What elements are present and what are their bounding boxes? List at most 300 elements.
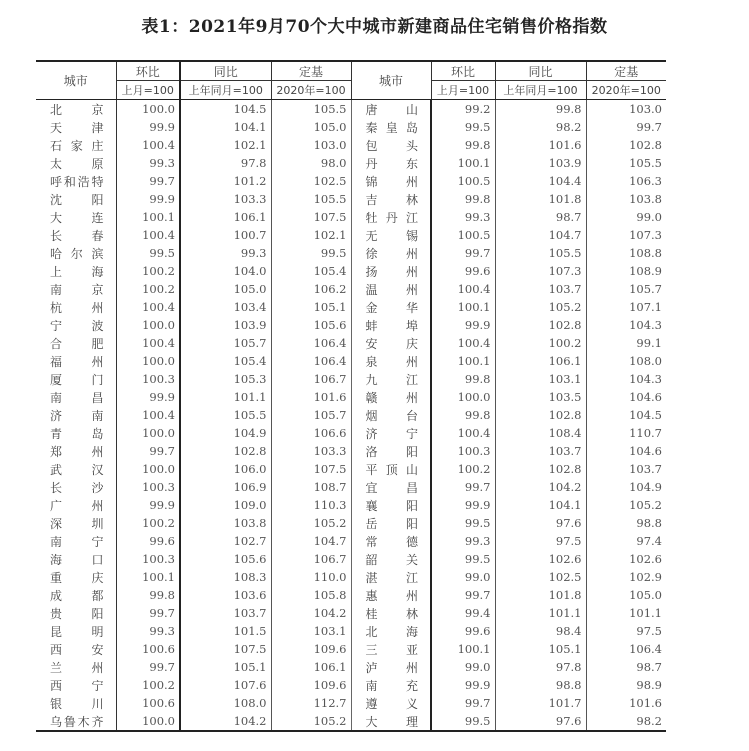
yoy-value-left: 101.5 <box>180 622 271 640</box>
city-name-left: 宁波 <box>50 318 104 333</box>
yoy-value-left: 104.2 <box>180 712 271 731</box>
mom-value-right: 100.4 <box>431 334 495 352</box>
city-name-left: 长春 <box>50 228 104 243</box>
base-value-left: 106.2 <box>271 280 351 298</box>
base-value-right: 102.6 <box>586 550 666 568</box>
mom-value-left: 100.6 <box>116 694 180 712</box>
table-row <box>36 406 666 424</box>
yoy-value-left: 102.1 <box>180 136 271 154</box>
base-value-right: 104.6 <box>586 388 666 406</box>
mom-value-right: 100.1 <box>431 154 495 172</box>
yoy-value-right: 108.4 <box>495 424 586 442</box>
header-yoy: 同比 <box>180 61 271 81</box>
base-value-left: 106.7 <box>271 550 351 568</box>
mom-value-left: 99.5 <box>116 244 180 262</box>
city-name-right: 安庆 <box>351 334 431 352</box>
city-name-left: 西宁 <box>50 678 104 693</box>
base-value-left: 107.5 <box>271 460 351 478</box>
yoy-value-right: 97.8 <box>495 658 586 676</box>
city-name-right: 平顶山 <box>351 460 431 478</box>
mom-value-left: 100.4 <box>116 334 180 352</box>
city-name-left: 武汉 <box>50 462 104 477</box>
yoy-value-left: 102.8 <box>180 442 271 460</box>
city-name-right: 遵义 <box>351 694 431 712</box>
city-name-right: 泉州 <box>351 352 431 370</box>
mom-value-right: 99.9 <box>431 316 495 334</box>
table-row <box>36 694 666 712</box>
table-row <box>36 226 666 244</box>
city-name-right: 北海 <box>351 622 431 640</box>
table-title: 表1：2021年9月70个大中城市新建商品住宅销售价格指数 <box>141 17 608 37</box>
yoy-value-left: 106.9 <box>180 478 271 496</box>
base-value-left: 104.2 <box>271 604 351 622</box>
yoy-value-left: 102.7 <box>180 532 271 550</box>
city-name-right: 温州 <box>351 280 431 298</box>
mom-value-right: 100.1 <box>431 352 495 370</box>
base-value-right: 103.8 <box>586 190 666 208</box>
table-row <box>36 640 666 658</box>
yoy-value-right: 103.1 <box>495 370 586 388</box>
mom-value-left: 99.9 <box>116 496 180 514</box>
table-row <box>36 298 666 316</box>
base-value-left: 106.7 <box>271 370 351 388</box>
city-name-right: 济宁 <box>351 424 431 442</box>
yoy-value-left: 105.1 <box>180 658 271 676</box>
mom-value-left: 100.1 <box>116 568 180 586</box>
yoy-value-right: 102.8 <box>495 406 586 424</box>
table-row <box>36 334 666 352</box>
yoy-value-right: 98.7 <box>495 208 586 226</box>
mom-value-right: 100.3 <box>431 442 495 460</box>
base-value-right: 103.7 <box>586 460 666 478</box>
base-value-left: 104.7 <box>271 532 351 550</box>
city-name-right: 唐山 <box>351 100 431 119</box>
table-row <box>36 568 666 586</box>
city-name-left: 大连 <box>50 210 104 225</box>
yoy-value-right: 107.3 <box>495 262 586 280</box>
yoy-value-left: 105.4 <box>180 352 271 370</box>
city-name-left: 深圳 <box>50 516 104 531</box>
city-name-right: 襄阳 <box>351 496 431 514</box>
yoy-value-left: 105.0 <box>180 280 271 298</box>
city-name-right: 泸州 <box>351 658 431 676</box>
price-index-table <box>36 60 666 732</box>
table-row <box>36 712 666 731</box>
table-row <box>36 478 666 496</box>
base-value-right: 99.1 <box>586 334 666 352</box>
yoy-value-left: 105.6 <box>180 550 271 568</box>
mom-value-left: 99.9 <box>116 118 180 136</box>
table-row <box>36 190 666 208</box>
yoy-value-right: 104.2 <box>495 478 586 496</box>
subheader-yoy-right: 上年同月=100 <box>495 81 586 100</box>
city-name-right: 湛江 <box>351 568 431 586</box>
city-name-left: 重庆 <box>50 570 104 585</box>
city-name-left: 乌鲁木齐 <box>50 714 104 729</box>
yoy-value-right: 98.4 <box>495 622 586 640</box>
mom-value-left: 100.3 <box>116 370 180 388</box>
yoy-value-right: 97.6 <box>495 712 586 731</box>
city-name-right: 洛阳 <box>351 442 431 460</box>
city-name-left: 南京 <box>50 282 104 297</box>
city-name-left: 上海 <box>50 264 104 279</box>
base-value-right: 105.7 <box>586 280 666 298</box>
yoy-value-right: 103.5 <box>495 388 586 406</box>
base-value-right: 107.3 <box>586 226 666 244</box>
base-value-right: 105.5 <box>586 154 666 172</box>
city-name-left: 成都 <box>50 588 104 603</box>
yoy-value-left: 103.6 <box>180 586 271 604</box>
base-value-right: 104.3 <box>586 370 666 388</box>
yoy-value-right: 101.6 <box>495 136 586 154</box>
yoy-value-right: 104.7 <box>495 226 586 244</box>
city-name-left: 南昌 <box>50 390 104 405</box>
base-value-right: 105.0 <box>586 586 666 604</box>
city-name-left: 郑州 <box>50 444 104 459</box>
mom-value-right: 100.0 <box>431 388 495 406</box>
base-value-right: 106.3 <box>586 172 666 190</box>
subheader-base-right: 2020年=100 <box>586 81 666 100</box>
base-value-right: 97.4 <box>586 532 666 550</box>
city-name-right: 南充 <box>351 676 431 694</box>
mom-value-right: 99.3 <box>431 208 495 226</box>
mom-value-left: 100.4 <box>116 406 180 424</box>
base-value-right: 107.1 <box>586 298 666 316</box>
table-row <box>36 532 666 550</box>
mom-value-right: 99.6 <box>431 622 495 640</box>
mom-value-left: 100.0 <box>116 424 180 442</box>
city-name-left: 天津 <box>50 120 104 135</box>
mom-value-right: 99.6 <box>431 262 495 280</box>
base-value-left: 110.3 <box>271 496 351 514</box>
city-name-right: 扬州 <box>351 262 431 280</box>
city-name-right: 惠州 <box>351 586 431 604</box>
yoy-value-right: 106.1 <box>495 352 586 370</box>
table-row <box>36 100 666 119</box>
yoy-value-left: 104.0 <box>180 262 271 280</box>
base-value-left: 105.5 <box>271 100 351 119</box>
city-name-right: 丹东 <box>351 154 431 172</box>
mom-value-right: 99.5 <box>431 514 495 532</box>
city-name-right: 烟台 <box>351 406 431 424</box>
city-name-right: 锦州 <box>351 172 431 190</box>
city-name-right: 宜昌 <box>351 478 431 496</box>
header-base-right: 定基 <box>586 61 666 81</box>
base-value-left: 106.4 <box>271 352 351 370</box>
mom-value-right: 99.8 <box>431 136 495 154</box>
base-value-right: 99.7 <box>586 118 666 136</box>
mom-value-left: 100.0 <box>116 460 180 478</box>
base-value-right: 98.8 <box>586 514 666 532</box>
table-row <box>36 262 666 280</box>
mom-value-left: 100.3 <box>116 550 180 568</box>
mom-value-left: 99.3 <box>116 622 180 640</box>
subheader-base: 2020年=100 <box>271 81 351 100</box>
city-name-right: 大理 <box>351 712 431 731</box>
city-name-right: 赣州 <box>351 388 431 406</box>
yoy-value-left: 108.0 <box>180 694 271 712</box>
base-value-right: 104.6 <box>586 442 666 460</box>
city-name-left: 昆明 <box>50 624 104 639</box>
base-value-left: 105.6 <box>271 316 351 334</box>
city-name-left: 杭州 <box>50 300 104 315</box>
yoy-value-right: 100.2 <box>495 334 586 352</box>
base-value-left: 110.0 <box>271 568 351 586</box>
base-value-right: 98.7 <box>586 658 666 676</box>
yoy-value-right: 102.6 <box>495 550 586 568</box>
city-name-right: 金华 <box>351 298 431 316</box>
mom-value-right: 100.5 <box>431 172 495 190</box>
mom-value-left: 100.4 <box>116 226 180 244</box>
base-value-right: 97.5 <box>586 622 666 640</box>
mom-value-left: 99.3 <box>116 154 180 172</box>
mom-value-right: 100.1 <box>431 640 495 658</box>
yoy-value-right: 102.5 <box>495 568 586 586</box>
mom-value-right: 99.8 <box>431 406 495 424</box>
mom-value-left: 100.2 <box>116 280 180 298</box>
base-value-left: 99.5 <box>271 244 351 262</box>
yoy-value-right: 104.4 <box>495 172 586 190</box>
base-value-left: 103.3 <box>271 442 351 460</box>
table-row <box>36 442 666 460</box>
table-row <box>36 514 666 532</box>
yoy-value-left: 101.2 <box>180 172 271 190</box>
mom-value-right: 99.8 <box>431 190 495 208</box>
header-city-right: 城市 <box>351 61 431 100</box>
yoy-value-right: 98.2 <box>495 118 586 136</box>
mom-value-right: 99.9 <box>431 676 495 694</box>
base-value-left: 103.0 <box>271 136 351 154</box>
header-yoy-right: 同比 <box>495 61 586 81</box>
table-row <box>36 172 666 190</box>
city-name-right: 桂林 <box>351 604 431 622</box>
base-value-left: 98.0 <box>271 154 351 172</box>
yoy-value-left: 100.7 <box>180 226 271 244</box>
yoy-value-right: 97.5 <box>495 532 586 550</box>
base-value-left: 102.5 <box>271 172 351 190</box>
mom-value-left: 99.7 <box>116 658 180 676</box>
mom-value-left: 100.1 <box>116 208 180 226</box>
yoy-value-right: 105.1 <box>495 640 586 658</box>
table-row <box>36 352 666 370</box>
city-name-left: 南宁 <box>50 534 104 549</box>
yoy-value-left: 107.5 <box>180 640 271 658</box>
city-name-left: 长沙 <box>50 480 104 495</box>
yoy-value-left: 109.0 <box>180 496 271 514</box>
header-mom: 环比 <box>116 61 180 81</box>
yoy-value-left: 106.0 <box>180 460 271 478</box>
mom-value-left: 100.2 <box>116 676 180 694</box>
base-value-right: 110.7 <box>586 424 666 442</box>
mom-value-right: 100.1 <box>431 298 495 316</box>
base-value-right: 104.5 <box>586 406 666 424</box>
base-value-right: 108.8 <box>586 244 666 262</box>
table-row <box>36 280 666 298</box>
mom-value-left: 100.3 <box>116 478 180 496</box>
table-row <box>36 586 666 604</box>
yoy-value-right: 101.8 <box>495 190 586 208</box>
city-name-right: 三亚 <box>351 640 431 658</box>
base-value-right: 103.0 <box>586 100 666 119</box>
table-row <box>36 604 666 622</box>
table-row <box>36 550 666 568</box>
base-value-left: 105.0 <box>271 118 351 136</box>
mom-value-right: 99.0 <box>431 658 495 676</box>
city-name-left: 贵阳 <box>50 606 104 621</box>
mom-value-right: 100.2 <box>431 460 495 478</box>
base-value-right: 102.9 <box>586 568 666 586</box>
table-row <box>36 118 666 136</box>
city-name-right: 九江 <box>351 370 431 388</box>
city-name-left: 银川 <box>50 696 104 711</box>
city-name-left: 沈阳 <box>50 192 104 207</box>
city-name-right: 蚌埠 <box>351 316 431 334</box>
mom-value-left: 99.6 <box>116 532 180 550</box>
table-row <box>36 658 666 676</box>
yoy-value-left: 103.3 <box>180 190 271 208</box>
table-row <box>36 136 666 154</box>
yoy-value-right: 104.1 <box>495 496 586 514</box>
mom-value-right: 99.2 <box>431 100 495 119</box>
mom-value-left: 99.7 <box>116 604 180 622</box>
city-name-right: 无锡 <box>351 226 431 244</box>
yoy-value-right: 105.2 <box>495 298 586 316</box>
table-row <box>36 622 666 640</box>
base-value-right: 101.6 <box>586 694 666 712</box>
yoy-value-right: 102.8 <box>495 316 586 334</box>
yoy-value-left: 105.7 <box>180 334 271 352</box>
yoy-value-right: 101.8 <box>495 586 586 604</box>
mom-value-right: 99.4 <box>431 604 495 622</box>
mom-value-left: 99.8 <box>116 586 180 604</box>
table-row <box>36 154 666 172</box>
mom-value-left: 100.4 <box>116 298 180 316</box>
mom-value-left: 100.0 <box>116 100 180 119</box>
mom-value-right: 100.4 <box>431 424 495 442</box>
mom-value-right: 99.9 <box>431 496 495 514</box>
mom-value-left: 100.0 <box>116 352 180 370</box>
base-value-left: 105.4 <box>271 262 351 280</box>
mom-value-right: 99.7 <box>431 586 495 604</box>
yoy-value-right: 101.1 <box>495 604 586 622</box>
table-row <box>36 496 666 514</box>
city-name-left: 厦门 <box>50 372 104 387</box>
city-name-left: 合肥 <box>50 336 104 351</box>
city-name-left: 福州 <box>50 354 104 369</box>
mom-value-left: 100.2 <box>116 514 180 532</box>
mom-value-left: 100.4 <box>116 136 180 154</box>
base-value-right: 106.4 <box>586 640 666 658</box>
base-value-right: 99.0 <box>586 208 666 226</box>
city-name-left: 哈尔滨 <box>50 246 104 261</box>
table-row <box>36 424 666 442</box>
table-row <box>36 370 666 388</box>
table-body <box>36 100 666 732</box>
base-value-left: 109.6 <box>271 676 351 694</box>
city-name-left: 广州 <box>50 498 104 513</box>
yoy-value-right: 103.7 <box>495 442 586 460</box>
subheader-yoy: 上年同月=100 <box>180 81 271 100</box>
base-value-right: 102.8 <box>586 136 666 154</box>
mom-value-right: 99.3 <box>431 532 495 550</box>
base-value-left: 112.7 <box>271 694 351 712</box>
yoy-value-right: 103.9 <box>495 154 586 172</box>
yoy-value-left: 101.1 <box>180 388 271 406</box>
header-base: 定基 <box>271 61 351 81</box>
mom-value-right: 100.5 <box>431 226 495 244</box>
yoy-value-left: 105.5 <box>180 406 271 424</box>
mom-value-right: 99.5 <box>431 712 495 731</box>
base-value-left: 105.5 <box>271 190 351 208</box>
city-name-right: 包头 <box>351 136 431 154</box>
mom-value-left: 100.6 <box>116 640 180 658</box>
city-name-left: 石家庄 <box>50 138 104 153</box>
base-value-right: 108.9 <box>586 262 666 280</box>
mom-value-right: 99.7 <box>431 478 495 496</box>
yoy-value-left: 104.5 <box>180 100 271 119</box>
yoy-value-left: 99.3 <box>180 244 271 262</box>
table-row <box>36 676 666 694</box>
table-row <box>36 460 666 478</box>
mom-value-right: 99.7 <box>431 244 495 262</box>
mom-value-right: 99.8 <box>431 370 495 388</box>
city-name-left: 海口 <box>50 552 104 567</box>
city-name-right: 秦皇岛 <box>351 118 431 136</box>
city-name-right: 吉林 <box>351 190 431 208</box>
yoy-value-left: 104.1 <box>180 118 271 136</box>
base-value-left: 102.1 <box>271 226 351 244</box>
subheader-mom: 上月=100 <box>116 81 180 100</box>
yoy-value-left: 108.3 <box>180 568 271 586</box>
table-row <box>36 388 666 406</box>
city-name-left: 西安 <box>50 642 104 657</box>
yoy-value-left: 105.3 <box>180 370 271 388</box>
base-value-left: 107.5 <box>271 208 351 226</box>
base-value-left: 106.4 <box>271 334 351 352</box>
mom-value-left: 100.0 <box>116 316 180 334</box>
yoy-value-right: 103.7 <box>495 280 586 298</box>
mom-value-left: 100.0 <box>116 712 180 731</box>
city-name-left: 济南 <box>50 408 104 423</box>
mom-value-left: 99.9 <box>116 388 180 406</box>
mom-value-right: 99.7 <box>431 694 495 712</box>
city-name-left: 青岛 <box>50 426 104 441</box>
base-value-left: 103.1 <box>271 622 351 640</box>
city-name-right: 常德 <box>351 532 431 550</box>
yoy-value-left: 97.8 <box>180 154 271 172</box>
yoy-value-right: 97.6 <box>495 514 586 532</box>
base-value-right: 108.0 <box>586 352 666 370</box>
yoy-value-right: 102.8 <box>495 460 586 478</box>
header-city: 城市 <box>36 61 116 100</box>
mom-value-left: 99.7 <box>116 172 180 190</box>
header-mom-right: 环比 <box>431 61 495 81</box>
base-value-right: 98.2 <box>586 712 666 731</box>
base-value-left: 106.6 <box>271 424 351 442</box>
base-value-left: 109.6 <box>271 640 351 658</box>
table-row <box>36 244 666 262</box>
base-value-left: 105.8 <box>271 586 351 604</box>
base-value-left: 105.7 <box>271 406 351 424</box>
base-value-left: 105.1 <box>271 298 351 316</box>
base-value-left: 105.2 <box>271 712 351 731</box>
yoy-value-left: 103.4 <box>180 298 271 316</box>
base-value-right: 104.3 <box>586 316 666 334</box>
city-name-left: 太原 <box>50 156 104 171</box>
base-value-left: 108.7 <box>271 478 351 496</box>
mom-value-right: 100.4 <box>431 280 495 298</box>
base-value-right: 104.9 <box>586 478 666 496</box>
